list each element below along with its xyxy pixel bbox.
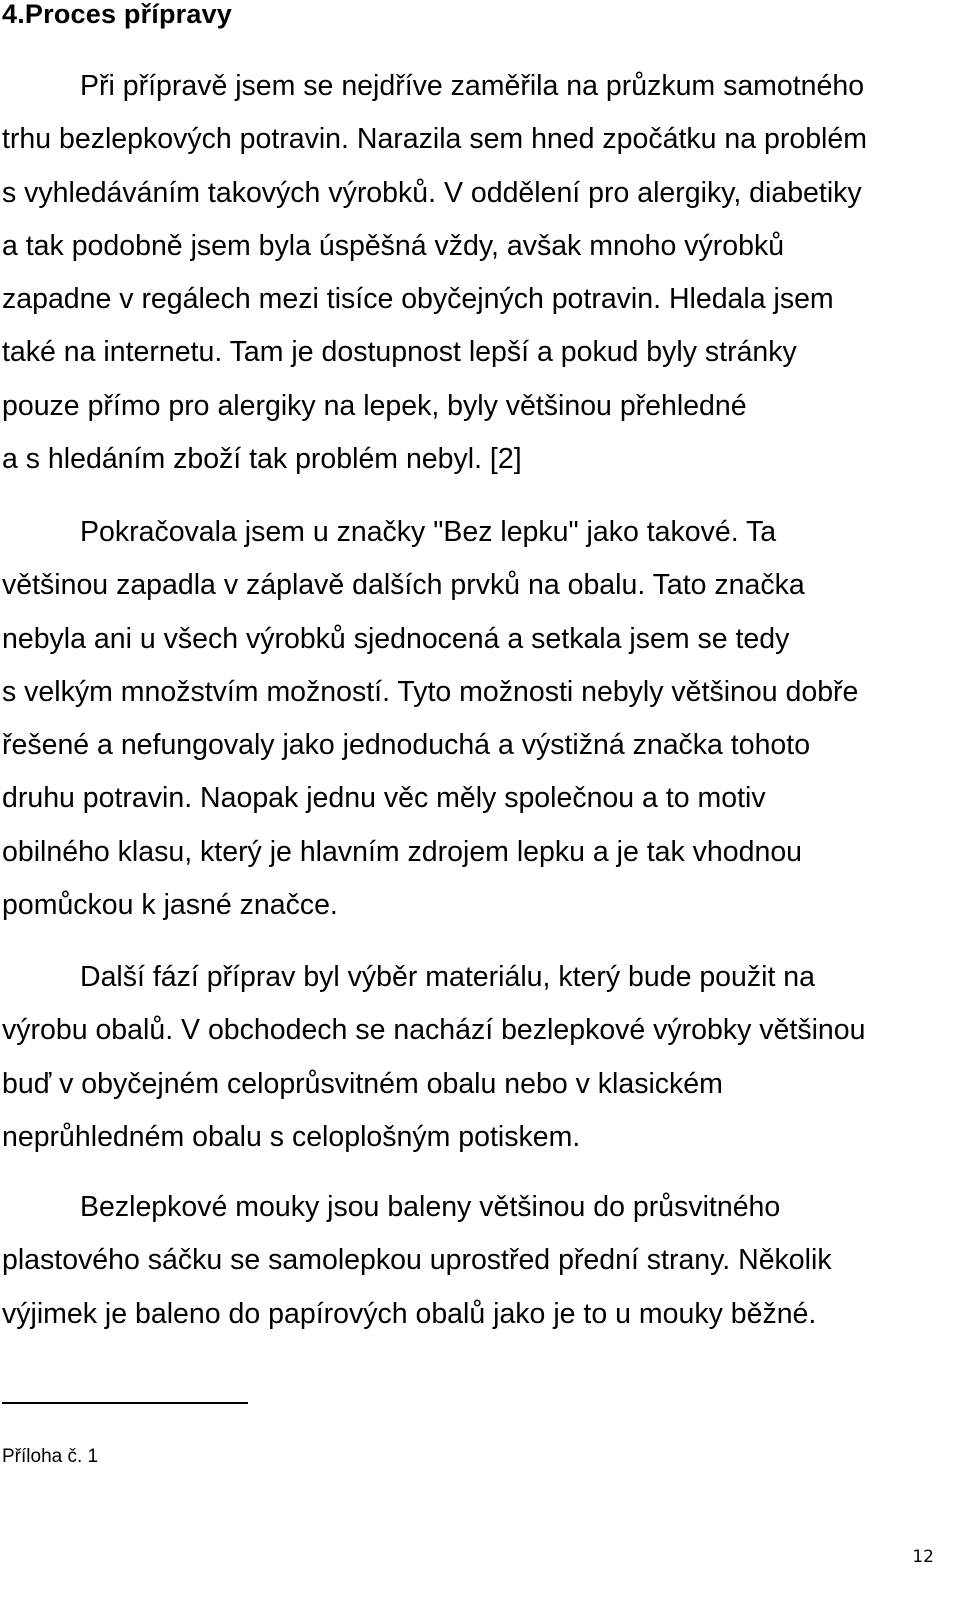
text-line: Pokračovala jsem u značky "Bez lepku" jako takové. Ta [80, 516, 777, 548]
section-heading: 4.Proces přípravy [2, 0, 233, 29]
footnote-text: Příloha č. 1 [2, 1446, 99, 1467]
text-line: Bezlepkové mouky jsou baleny většinou do průsvitného [80, 1191, 781, 1223]
text-line: s velkým množstvím možností. Tyto možnosti nebyly většinou dobře [2, 675, 859, 708]
text-line: obilného klasu, který je hlavním zdrojem lepku a je tak vhodnou [2, 835, 803, 868]
text-line: zapadne v regálech mezi tisíce obyčejných potravin. Hledala jsem [2, 283, 834, 316]
text-line: buď v obyčejném celoprůsvitném obalu nebo v klasickém [2, 1067, 723, 1100]
text-line: trhu bezlepkových potravin. Narazila sem hned zpočátku na problém [2, 123, 867, 156]
paragraph-2 [2, 506, 952, 932]
text-line: výjimek je baleno do papírových obalů jako je to u mouky běžné. [2, 1297, 817, 1330]
text-line: s vyhledáváním takových výrobků. V oddělení pro alergiky, diabetiky [2, 176, 862, 209]
text-line: a s hledáním zboží tak problém nebyl. [2] [2, 443, 522, 476]
text-line: plastového sáčku se samolepkou uprostřed přední strany. Několik [2, 1244, 832, 1277]
text-line: řešené a nefungovaly jako jednoduchá a výstižná značka tohoto [2, 729, 811, 762]
text-line: také na internetu. Tam je dostupnost lepší a pokud byly stránky [2, 336, 797, 369]
text-line: pouze přímo pro alergiky na lepek, byly většinou přehledné [2, 389, 747, 422]
text-line: druhu potravin. Naopak jednu věc měly společnou a to motiv [2, 782, 766, 815]
paragraph-1 [2, 60, 952, 486]
paragraph-4 [2, 1181, 952, 1341]
paragraph-3 [2, 951, 952, 1164]
text-line: neprůhledném obalu s celoplošným potiskem. [2, 1120, 581, 1153]
text-line: a tak podobně jsem byla úspěšná vždy, avšak mnoho výrobků [2, 229, 785, 262]
text-line: Další fází příprav byl výběr materiálu, který bude použit na [80, 961, 816, 993]
text-line: výrobu obalů. V obchodech se nachází bezlepkové výrobky většinou [2, 1014, 866, 1047]
footnote-separator [2, 1402, 248, 1404]
text-line: pomůckou k jasné značce. [2, 889, 338, 922]
text-line: většinou zapadla v záplavě dalších prvků na obalu. Tato značka [2, 569, 805, 602]
text-line: Při přípravě jsem se nejdříve zaměřila na průzkum samotného [80, 70, 865, 102]
text-line: nebyla ani u všech výrobků sjednocená a setkala jsem se tedy [2, 622, 790, 655]
page-number: 12 [912, 1547, 934, 1567]
